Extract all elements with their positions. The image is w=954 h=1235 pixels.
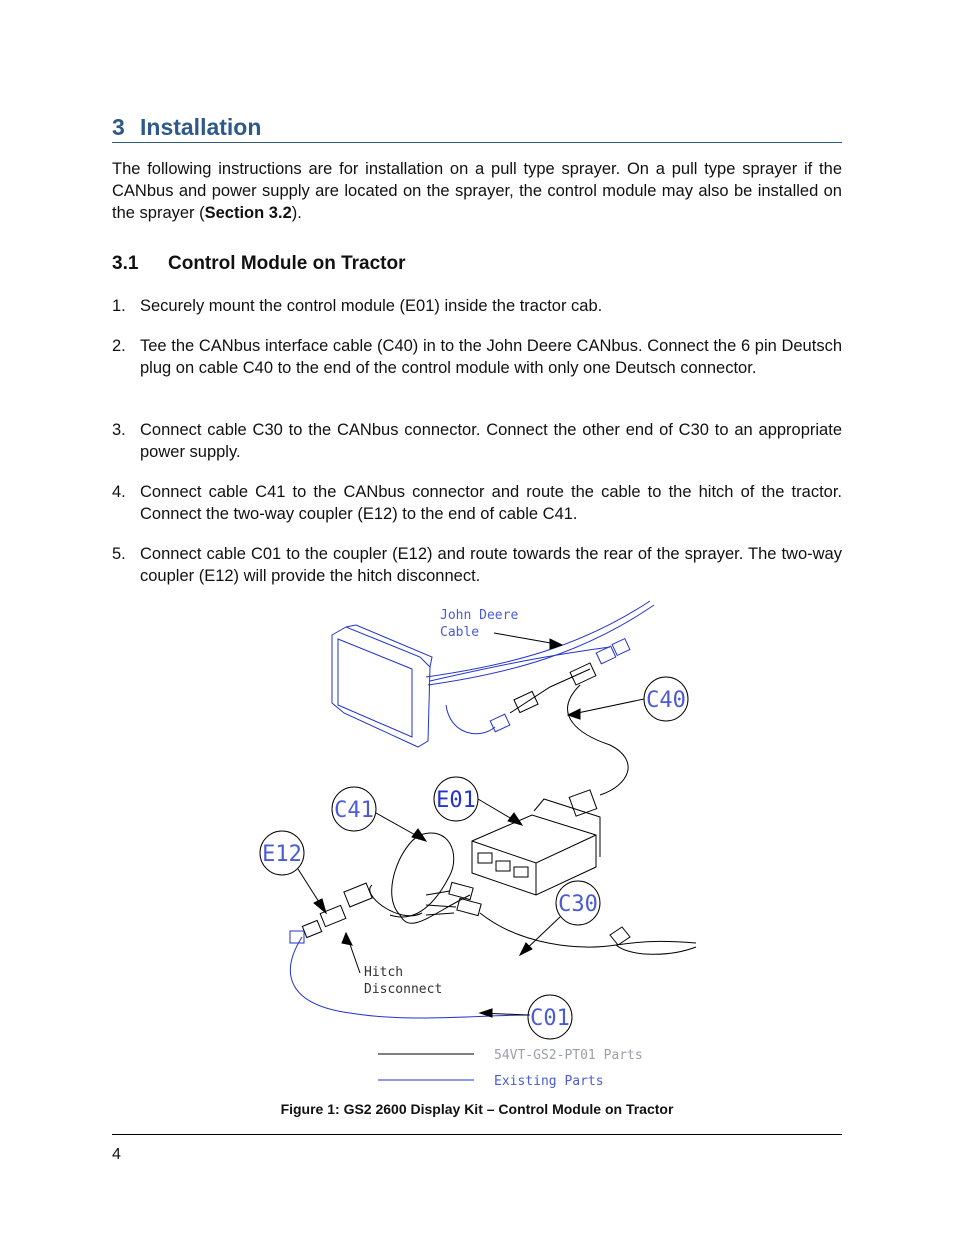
wiring-diagram-figure	[250, 595, 710, 1095]
step-text: Connect cable C01 to the coupler (E12) and route towards the rear of the sprayer. The two-way coupler (E12) will provide the hitch disconnect.	[140, 545, 842, 585]
legend-label-existing: Existing Parts	[494, 1074, 604, 1089]
step-number: 5.	[112, 545, 126, 563]
step-item	[112, 419, 842, 463]
john-deere-label-line2: Cable	[440, 625, 480, 640]
step-number: 2.	[112, 337, 126, 355]
callout-label-c30: C30	[558, 892, 598, 917]
section-reference: Section 3.2	[204, 204, 292, 222]
callout-label-e01: E01	[436, 788, 476, 813]
callout-label-c01: C01	[530, 1006, 570, 1031]
figure-legend	[378, 1048, 643, 1089]
connector-icon	[449, 882, 473, 899]
intro-paragraph	[112, 158, 842, 224]
wiring-diagram	[250, 595, 710, 1095]
intro-text-end: ).	[291, 204, 302, 222]
c41-cable	[390, 833, 470, 923]
step-text: Connect cable C30 to the CANbus connector. Connect the other end of C30 to an appropriate power supply.	[140, 421, 842, 461]
hitch-label-line1: Hitch	[364, 965, 404, 980]
callout-label-e12: E12	[262, 842, 302, 867]
step-text: Tee the CANbus interface cable (C40) in to the John Deere CANbus. Connect the 6 pin Deutsch plug on cable C40 to the end of the control module with only one Deutsch connector.	[140, 337, 842, 377]
c01-cable	[290, 937, 530, 1018]
connector-icon	[612, 639, 630, 656]
section-number: 3	[112, 114, 125, 140]
step-item	[112, 335, 842, 379]
hitch-label-line2: Disconnect	[364, 982, 443, 997]
legend-label-kit: 54VT-GS2-PT01 Parts	[494, 1048, 643, 1063]
step-number: 1.	[112, 297, 126, 315]
step-item	[112, 481, 842, 525]
figure-caption: Figure 1: GS2 2600 Display Kit – Control Module on Tractor	[280, 1101, 674, 1117]
callout-label-c41: C41	[334, 798, 374, 823]
connector-icon	[570, 663, 596, 685]
coupler-icon	[344, 883, 372, 907]
step-text: Connect cable C41 to the CANbus connector and route the cable to the hitch of the tractor. Connect the two-way coupler (E12) to the end of cable C41.	[140, 483, 842, 523]
connector-icon	[514, 691, 538, 712]
subsection-title: Control Module on Tractor	[168, 253, 406, 274]
footer-divider	[112, 1134, 842, 1135]
step-text: Securely mount the control module (E01) inside the tractor cab.	[140, 297, 603, 315]
connector-icon	[569, 790, 597, 816]
connector-icon	[457, 898, 481, 915]
c40-cable	[510, 669, 590, 713]
subsection-heading	[112, 251, 406, 277]
section-title: Installation	[140, 114, 262, 140]
intro-text: The following instructions are for installation on a pull type sprayer. On a pull type sprayer if the CANbus and power supply are located on the sprayer, the control module may also be installed on the sprayer (	[112, 160, 842, 222]
step-number: 3.	[112, 421, 126, 439]
step-item	[112, 543, 842, 587]
john-deere-label-line1: John Deere	[440, 608, 519, 623]
page-number: 4	[112, 1146, 121, 1163]
step-item	[112, 295, 842, 317]
control-module-icon	[472, 815, 596, 895]
display-monitor-icon	[332, 627, 430, 747]
c30-cable	[480, 913, 696, 947]
subsection-number: 3.1	[112, 253, 139, 274]
step-number: 4.	[112, 483, 126, 501]
display-screen-icon	[338, 639, 412, 737]
connector-icon	[490, 714, 510, 732]
section-heading	[112, 112, 842, 143]
callout-label-c40: C40	[646, 688, 686, 713]
